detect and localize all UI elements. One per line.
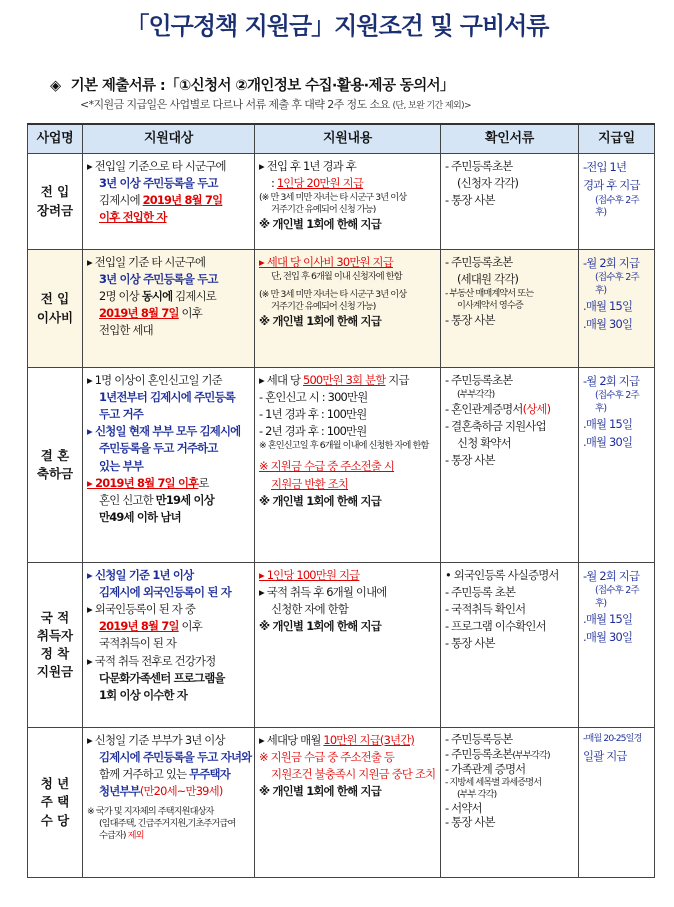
text-line: ※ 혼인신고일 후 6개월 이내에 신청한 자에 한함	[259, 440, 429, 452]
date-highlight: 2019년 8월 7일	[99, 306, 179, 321]
text-line: 국적취득이 된 자	[99, 636, 177, 651]
text-line: (상세)	[522, 402, 551, 417]
date-highlight: 2019년 8월 7일	[99, 619, 179, 634]
docs-cell	[441, 250, 579, 368]
target-cell	[83, 728, 255, 878]
text-line: 두고 거주	[99, 407, 143, 422]
category-cell: 청 년 주 택 수 당	[28, 728, 83, 878]
text-line: - 프로그램 이수확인서	[445, 619, 546, 634]
text-line: (접수후 2주후)	[595, 585, 639, 609]
text-line: 이후	[181, 306, 202, 321]
text-line: 단, 전입 후 6개월 이내 신청자에 한함	[271, 271, 402, 283]
text-line: ※ 개인별 1회에 한해 지급	[259, 313, 381, 328]
text-line: 주민등록을 두고 거주하고	[99, 441, 218, 456]
text-line: -월 2회 지급	[583, 256, 640, 270]
text-line: 경과 후 지급	[583, 178, 640, 193]
text-line: ▸ 세대당 매월	[259, 733, 321, 747]
text-line: .매월 15일	[583, 298, 633, 313]
text-line: 신청 확약서	[457, 436, 511, 451]
target-cell	[83, 154, 255, 250]
target-cell	[83, 563, 255, 728]
text-line: (접수후 2주후)	[595, 272, 639, 296]
text-line: - 주민등록초본	[445, 159, 513, 173]
text-line: ▸ 전입일 기준 타 시군구에	[87, 255, 206, 269]
text-line: - 통장 사본	[445, 193, 495, 208]
text-line: 3년 이상 주민등록을 두고	[99, 176, 218, 191]
table-row	[28, 563, 655, 728]
header-target: 지원대상	[83, 124, 255, 154]
text-line: ▸ 신청일 기준 부부가 3년 이상	[87, 733, 225, 747]
text-line: - 주민등록초본	[445, 373, 513, 387]
payment-note-small: (단, 보완 기간 제외)>	[392, 101, 471, 111]
text-line: 2명 이상	[99, 289, 139, 304]
text-line: (접수후 2주후)	[595, 194, 639, 218]
text-line: 김제시로	[175, 289, 216, 304]
text-line: - 국적취득 확인서	[445, 602, 526, 617]
text-line: (신청자 각각)	[457, 176, 519, 191]
text-line: - 통장 사본	[445, 636, 495, 651]
pay-cell	[579, 154, 655, 250]
warning-text: 지원금 반환 조치	[271, 476, 349, 491]
text-line: (※ 만 3세 미만 자녀는 타 시군구 3년 이상	[259, 289, 407, 301]
table-row	[28, 154, 655, 250]
text-line: 만19세 이상	[155, 492, 214, 507]
docs-cell	[441, 728, 579, 878]
text-line: 전입한 세대	[99, 323, 153, 338]
docs-cell	[441, 154, 579, 250]
text-line: 거주기간 유예되어 신청 가능)	[271, 204, 376, 216]
page-title: 「인구정책 지원금」지원조건 및 구비서류	[125, 12, 549, 40]
content-cell	[255, 154, 441, 250]
text-line: ※ 개인별 1회에 한해 지급	[259, 493, 381, 508]
text-line: (※ 만 3세 미만 자녀는 타 시군구 3년 이상	[259, 192, 407, 204]
text-line: 김제시에 외국인등록이 된 자	[99, 585, 231, 600]
text-line: -월 2회 지급	[583, 569, 640, 583]
text-line: ▸ 국적 취득 후 6개월 이내에	[259, 585, 387, 600]
text-line: (임대주택, 긴급주거지원,기초주거급여	[99, 818, 236, 830]
text-line: .매월 30일	[583, 630, 633, 645]
basic-documents	[50, 74, 454, 95]
diamond-icon: ◈	[50, 78, 61, 94]
pay-cell	[579, 368, 655, 563]
text-line: - 주민등록초본	[445, 746, 513, 761]
text-line: 1년전부터 김제시에 주민등록	[99, 390, 235, 405]
text-line: 만49세 이하 남녀	[99, 509, 181, 524]
docs-cell	[441, 368, 579, 563]
text-line: 이후	[181, 619, 202, 634]
text-line: 거주기간 유예되어 신청 가능)	[271, 301, 376, 313]
category-cell: 전 입 이사비	[28, 250, 83, 368]
header-pay-date: 지급일	[579, 124, 655, 154]
text-line: ▸ 전입일 기준으로 타 시군구에	[87, 159, 226, 173]
date-highlight: 2019년 8월 7일	[142, 193, 223, 208]
text-line: - 통장 사본	[445, 815, 495, 830]
content-cell	[255, 250, 441, 368]
text-line: (부부각각)	[457, 389, 495, 401]
text-line: 있는 부부	[99, 458, 143, 473]
text-line: -월 2회 지급	[583, 374, 640, 388]
amount-highlight: ▸ 세대 당 이사비 30만원 지급	[259, 255, 393, 269]
text-line: 동시에	[141, 289, 173, 304]
text-line: ▸ 국적 취득 전후로 건강가정	[87, 653, 216, 668]
text-line: - 통장 사본	[445, 453, 495, 468]
header-docs: 확인서류	[441, 124, 579, 154]
target-cell	[83, 250, 255, 368]
content-cell	[255, 563, 441, 728]
text-line: - 혼인신고 시 : 300만원	[259, 390, 368, 405]
header-content: 지원내용	[255, 124, 441, 154]
text-line: ▸ 외국인등록이 된 자 중	[87, 602, 196, 617]
text-line: 이후 전입한 자	[99, 210, 167, 225]
text-line: ▸ 신청일 현재 부부 모두 김제시에	[87, 424, 241, 439]
docs-cell	[441, 563, 579, 728]
text-line: ▸ 전입 후 1년 경과 후	[259, 159, 356, 173]
text-line: - 부동산 매매계약서 또는	[445, 288, 534, 300]
text-line: (부부각각)	[512, 749, 550, 761]
text-line: - 1년 경과 후 : 100만원	[259, 407, 367, 422]
content-cell	[255, 368, 441, 563]
text-line: 신청한 자에 한함	[271, 602, 349, 617]
table-row	[28, 728, 655, 878]
text-line: (접수후 2주후)	[595, 390, 639, 414]
text-line: 수급자)	[99, 830, 126, 842]
text-line: 함께 거주하고 있는	[99, 767, 187, 782]
text-line: 로	[198, 475, 209, 490]
text-line: • 외국인등록 사실증명서	[445, 568, 559, 582]
text-line: (부부 각각)	[457, 788, 497, 800]
text-line: :	[271, 176, 277, 191]
warning-text: ※ 지원금 수급 중 주소전출 등	[259, 750, 395, 765]
text-line: 제외	[127, 830, 144, 842]
text-line: - 통장 사본	[445, 313, 495, 328]
text-line: ▸ 1명 이상이 혼인신고일 기준	[87, 373, 222, 387]
text-line: ※ 국가 및 지자체의 주택지원대상자	[87, 806, 214, 818]
basic-documents-text: 기본 제출서류 :「①신청서 ②개인정보 수집·활용·제공 동의서」	[70, 78, 454, 94]
amount-highlight: 1인당 20만원 지급	[276, 176, 364, 191]
text-line: - 2년 경과 후 : 100만원	[259, 424, 367, 439]
category-cell: 국 적 취득자 정 착 지원금	[28, 563, 83, 728]
pay-cell	[579, 563, 655, 728]
text-line: - 지방세 세목별 과세증명서	[445, 776, 542, 788]
text-line: .매월 30일	[583, 435, 633, 450]
text-line: - 주민등록 초본	[445, 585, 516, 600]
text-line: .매월 15일	[583, 611, 633, 626]
text-line: ※ 개인별 1회에 한해 지급	[259, 619, 381, 634]
payment-note	[80, 96, 471, 112]
text-line: 김제시에 주민등록을 두고 자녀와	[99, 750, 252, 765]
category-cell: 전 입 장려금	[28, 154, 83, 250]
text-line: 지급	[388, 373, 409, 387]
text-line: - 가족관계 증명서	[445, 761, 526, 776]
text-line: .매월 30일	[583, 317, 633, 332]
text-line: -전입 1년	[583, 160, 627, 174]
text-line: 1회 이상 이수한 자	[99, 687, 188, 702]
text-line: 청년부부	[99, 784, 140, 799]
table-row	[28, 368, 655, 563]
target-cell	[83, 368, 255, 563]
text-line: -매월 20-25일경	[583, 733, 642, 744]
warning-text: 지원조건 불충족시 지원금 중단 조치	[271, 767, 436, 782]
date-highlight: ▸ 2019년 8월 7일 이후	[87, 475, 199, 490]
text-line: ※ 개인별 1회에 한해 지급	[259, 784, 381, 799]
text-line: (세대원 각각)	[457, 272, 519, 287]
warning-text: ※ 지원금 수급 중 주소전출 시	[259, 459, 395, 474]
amount-highlight: 500만원 3회 분할	[303, 373, 386, 387]
text-line: 무주택자	[189, 767, 230, 782]
text-line: 다문화가족센터 프로그램을	[99, 670, 225, 685]
header-program: 사업명	[28, 124, 83, 154]
text-line: 김제시에	[99, 193, 140, 208]
content-cell	[255, 728, 441, 878]
pay-cell	[579, 728, 655, 878]
amount-highlight: ▸ 1인당 100만원 지급	[259, 568, 360, 582]
table-header-row	[28, 124, 655, 154]
amount-highlight: 10만원 지급(3년간)	[323, 733, 415, 747]
text-line: - 주민등록초본	[445, 255, 513, 269]
text-line: 혼인 신고한	[99, 492, 153, 507]
text-line: 3년 이상 주민등록을 두고	[99, 272, 218, 287]
table-row	[28, 250, 655, 368]
text-line: (만20세~만39세)	[139, 784, 223, 799]
text-line: 이사계약서 영수증	[457, 300, 523, 312]
text-line: - 결혼축하금 지원사업	[445, 419, 546, 434]
category-cell: 결 혼 축하금	[28, 368, 83, 563]
text-line: - 주민등록등본	[445, 732, 513, 746]
text-line: - 혼인관계증명서	[445, 402, 523, 417]
payment-note-text: <*지원금 지급일은 사업별로 다르나 서류 제출 후 대략 2주 정도 소요	[80, 98, 390, 111]
text-line: ▸ 세대 당	[259, 373, 301, 387]
text-line: ※ 개인별 1회에 한해 지급	[259, 217, 381, 232]
text-line: .매월 15일	[583, 416, 633, 431]
text-line: ▸ 신청일 기준 1년 이상	[87, 568, 194, 582]
text-line: - 서약서	[445, 800, 482, 815]
pay-cell	[579, 250, 655, 368]
subsidy-table	[27, 123, 655, 878]
text-line: 일괄 지급	[583, 748, 627, 763]
